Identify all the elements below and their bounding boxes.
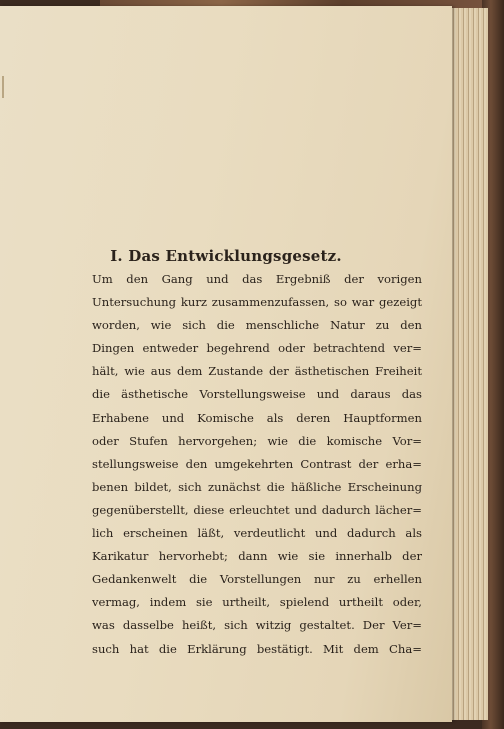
text-line: Karikatur hervorhebt; dann wie sie innerhalb der [92, 549, 422, 564]
text-line: such hat die Erklärung bestätigt. Mit dem Cha= [92, 641, 422, 656]
text-line: was dasselbe heißt, sich witzig gestaltet. Der Ver= [92, 618, 422, 633]
text-line: gegenüberstellt, diese erleuchtet und dadurch lächer= [92, 502, 422, 517]
text-line: stellungsweise den umgekehrten Contrast der erha= [92, 456, 422, 471]
book-page [0, 6, 452, 722]
text-line: benen bildet, sich zunächst die häßliche Erscheinung [92, 479, 422, 494]
text-line: lich erscheinen läßt, verdeutlicht und dadurch als [92, 526, 422, 541]
chapter-heading: I. Das Entwicklungsgesetz. [110, 247, 342, 265]
text-line: Um den Gang und das Ergebniß der vorigen [92, 272, 422, 286]
text-line: Erhabene und Komische als deren Hauptformen [92, 410, 422, 425]
text-line: Untersuchung kurz zusammenzufassen, so war gezeigt [92, 295, 422, 310]
text-line: vermag, indem sie urtheilt, spielend urtheilt oder, [92, 595, 422, 610]
page-margin-mark [2, 76, 4, 98]
text-line: oder Stufen hervorgehen; wie die komische Vor= [92, 433, 422, 448]
text-line: Dingen entweder begehrend oder betrachtend ver= [92, 341, 422, 356]
text-line: hält, wie aus dem Zustande der ästhetischen Freiheit [92, 364, 422, 379]
text-line: Gedankenwelt die Vorstellungen nur zu erhellen [92, 572, 422, 587]
text-line: die ästhetische Vorstellungsweise und daraus das [92, 387, 422, 402]
text-line: worden, wie sich die menschliche Natur zu den [92, 318, 422, 333]
body-paragraph [92, 268, 422, 661]
